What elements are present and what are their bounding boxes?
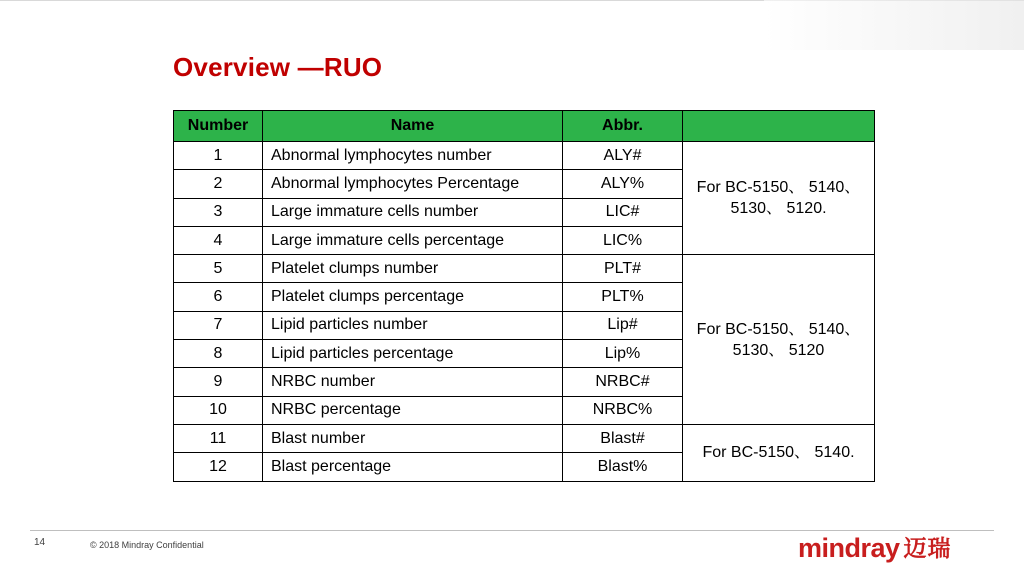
table-row [174, 142, 875, 170]
column-header-abbr: Abbr. [563, 111, 683, 142]
logo-chinese-wordmark: 迈瑞 [903, 535, 952, 561]
corner-decoration [764, 0, 1024, 50]
ruo-parameters-table [173, 110, 875, 482]
row-name: Abnormal lymphocytes number [263, 142, 563, 170]
page-number: 14 [34, 537, 46, 548]
column-header-number: Number [174, 111, 263, 142]
row-number: 6 [174, 283, 263, 311]
row-abbr: ALY# [563, 142, 683, 170]
row-name: Blast number [263, 424, 563, 452]
row-abbr: Blast% [563, 453, 683, 481]
model-note-line: For BC-5150、 5140、 [696, 320, 861, 338]
row-name: NRBC percentage [263, 396, 563, 424]
row-name: Abnormal lymphocytes Percentage [263, 170, 563, 198]
row-abbr: ALY% [563, 170, 683, 198]
row-name: Large immature cells number [263, 198, 563, 226]
model-note-cell [683, 424, 875, 481]
row-name: NRBC number [263, 368, 563, 396]
model-note-cell [683, 142, 875, 255]
row-number: 12 [174, 453, 263, 481]
model-note-cell [683, 255, 875, 425]
row-name: Platelet clumps number [263, 255, 563, 283]
row-abbr: NRBC% [563, 396, 683, 424]
column-header-name: Name [263, 111, 563, 142]
row-abbr: Blast# [563, 424, 683, 452]
column-header-models [683, 111, 875, 142]
row-number: 11 [174, 424, 263, 452]
row-number: 2 [174, 170, 263, 198]
row-number: 1 [174, 142, 263, 170]
row-number: 5 [174, 255, 263, 283]
row-abbr: PLT# [563, 255, 683, 283]
slide-title: Overview —RUO [173, 52, 383, 82]
row-abbr: Lip# [563, 311, 683, 339]
row-number: 10 [174, 396, 263, 424]
row-name: Blast percentage [263, 453, 563, 481]
row-name: Platelet clumps percentage [263, 283, 563, 311]
table-row [174, 255, 875, 283]
table-header-row [174, 111, 875, 142]
row-number: 4 [174, 226, 263, 254]
row-abbr: NRBC# [563, 368, 683, 396]
table-row [174, 424, 875, 452]
row-number: 3 [174, 198, 263, 226]
row-abbr: LIC# [563, 198, 683, 226]
row-number: 7 [174, 311, 263, 339]
row-name: Large immature cells percentage [263, 226, 563, 254]
row-number: 8 [174, 340, 263, 368]
model-note-line: 5130、 5120. [730, 200, 827, 218]
row-abbr: LIC% [563, 226, 683, 254]
mindray-logo [798, 535, 952, 561]
row-name: Lipid particles number [263, 311, 563, 339]
row-number: 9 [174, 368, 263, 396]
copyright-notice: © 2018 Mindray Confidential [90, 540, 204, 550]
logo-wordmark: mindray [798, 533, 900, 563]
model-note-line: 5130、 5120 [732, 341, 825, 359]
model-note-line: For BC-5150、 5140、 [696, 179, 861, 197]
footer-divider [30, 530, 994, 531]
model-note-line: For BC-5150、 5140. [702, 444, 855, 462]
row-abbr: PLT% [563, 283, 683, 311]
row-name: Lipid particles percentage [263, 340, 563, 368]
row-abbr: Lip% [563, 340, 683, 368]
